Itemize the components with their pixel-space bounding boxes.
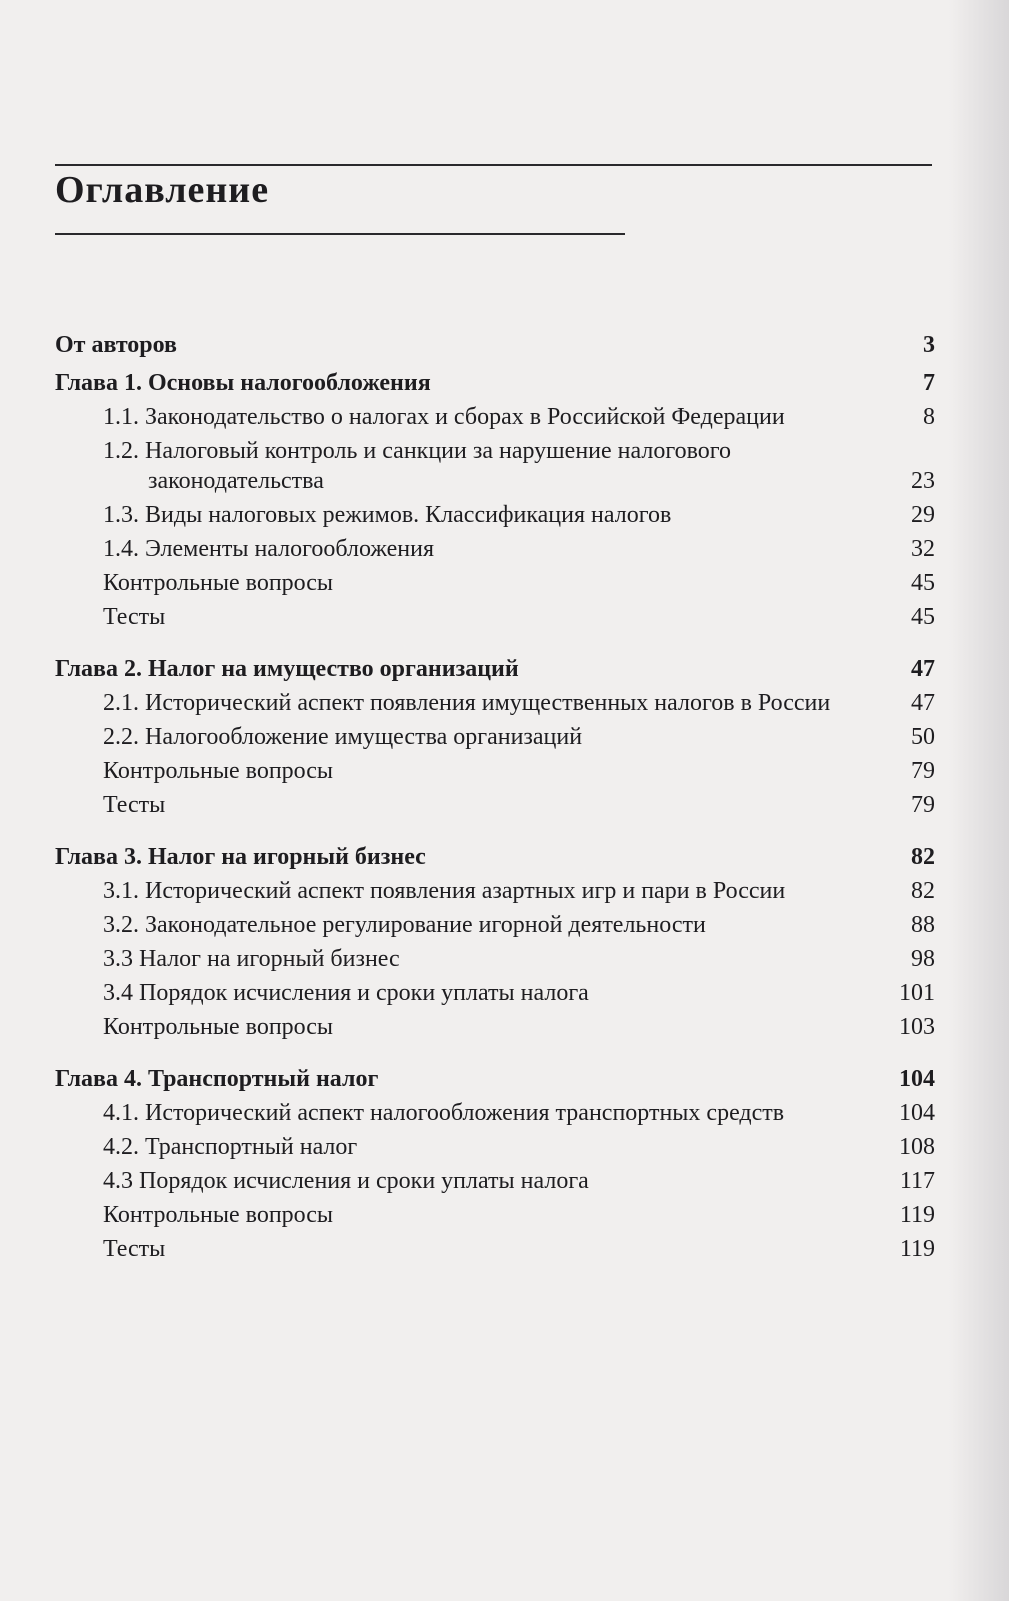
toc-tests-2[interactable]	[55, 790, 935, 820]
toc-entry-page: 45	[911, 570, 935, 596]
toc-chapter-3[interactable]	[55, 842, 935, 872]
toc-entry-page: 119	[899, 1236, 935, 1262]
toc-entry-page: 119	[899, 1202, 935, 1228]
toc-entry-page: 88	[911, 912, 935, 938]
toc-entry-label: 3.4 Порядок исчисления и сроки уплаты налога	[103, 980, 589, 1006]
toc-entry-page: 104	[899, 1100, 935, 1126]
toc-section-1-1[interactable]	[55, 402, 935, 432]
toc-entry-label: 3.2. Законодательное регулирование игорной деятельности	[103, 912, 706, 938]
toc-entry-page: 79	[911, 758, 935, 784]
toc-entry-page: 29	[911, 502, 935, 528]
title-rule-top	[55, 164, 932, 166]
toc-entry-label: Контрольные вопросы	[103, 1202, 334, 1228]
toc-entry-label: 4.3 Порядок исчисления и сроки уплаты налога	[103, 1168, 589, 1194]
toc-entry-page: 50	[911, 724, 935, 750]
toc-section-1-2[interactable]	[55, 436, 935, 496]
page-title: Оглавление	[55, 169, 270, 211]
toc-section-3-2[interactable]	[55, 910, 935, 940]
toc-entry-label: Глава 3. Налог на игорный бизнес	[55, 844, 426, 870]
page-edge-shadow	[949, 0, 1009, 1601]
toc-entry-label: 1.2. Налоговый контроль и санкции за нарушение налогового законодательства	[103, 438, 731, 494]
toc-entry-label: 1.1. Законодательство о налогах и сборах в Российской Федерации	[103, 404, 785, 430]
toc-entry-page: 108	[899, 1134, 935, 1160]
toc-section-3-4[interactable]	[55, 978, 935, 1008]
toc-section-4-2[interactable]	[55, 1132, 935, 1162]
toc-entry-page: 7	[923, 370, 935, 396]
toc-entry-page: 117	[899, 1168, 935, 1194]
toc-entry-label: 1.3. Виды налоговых режимов. Классификация налогов	[103, 502, 672, 528]
toc-section-1-4[interactable]	[55, 534, 935, 564]
toc-entry-page: 47	[911, 656, 935, 682]
toc-entry-label: Глава 4. Транспортный налог	[55, 1066, 379, 1092]
title-rule-bottom	[55, 233, 625, 235]
toc-entry-label: 4.1. Исторический аспект налогообложения транспортных средств	[103, 1100, 785, 1126]
toc-entry-label: Тесты	[103, 604, 166, 630]
toc-entry-page: 82	[911, 844, 935, 870]
toc-section-4-1[interactable]	[55, 1098, 935, 1128]
toc-entry-label: От авторов	[55, 332, 178, 358]
toc-chapter-4[interactable]	[55, 1064, 935, 1094]
toc-questions-4[interactable]	[55, 1200, 935, 1230]
toc-entry-page: 47	[911, 690, 935, 716]
toc-tests-4[interactable]	[55, 1234, 935, 1264]
toc-entry-label: 2.1. Исторический аспект появления имущественных налогов в России	[103, 690, 831, 716]
toc-entry-label: Тесты	[103, 792, 166, 818]
toc-entry-label: Глава 2. Налог на имущество организаций	[55, 656, 519, 682]
toc-entry-label: Тесты	[103, 1236, 166, 1262]
toc-entry-page: 79	[911, 792, 935, 818]
toc-section-3-3[interactable]	[55, 944, 935, 974]
toc-chapter-2[interactable]	[55, 654, 935, 684]
toc-entry-label: Глава 1. Основы налогообложения	[55, 370, 431, 396]
toc-entry-label: 3.1. Исторический аспект появления азартных игр и пари в России	[103, 878, 786, 904]
toc-section-3-1[interactable]	[55, 876, 935, 906]
toc-section-2-1[interactable]	[55, 688, 935, 718]
toc-entry-page: 3	[923, 332, 935, 358]
toc-entry-label: 4.2. Транспортный налог	[103, 1134, 358, 1160]
toc-entry-preface[interactable]	[55, 330, 935, 360]
toc-section-1-3[interactable]	[55, 500, 935, 530]
toc-entry-page: 8	[923, 404, 935, 430]
toc-entry-label: Контрольные вопросы	[103, 1014, 334, 1040]
toc-entry-page: 104	[899, 1066, 935, 1092]
toc-entry-label: 1.4. Элементы налогообложения	[103, 536, 435, 562]
toc-entry-page: 98	[911, 946, 935, 972]
toc-entry-page: 101	[899, 980, 935, 1006]
toc-questions-2[interactable]	[55, 756, 935, 786]
toc-questions-1[interactable]	[55, 568, 935, 598]
table-of-contents	[55, 330, 935, 1264]
toc-entry-label: 3.3 Налог на игорный бизнес	[103, 946, 400, 972]
toc-entry-label: Контрольные вопросы	[103, 758, 334, 784]
toc-questions-3[interactable]	[55, 1012, 935, 1042]
toc-tests-1[interactable]	[55, 602, 935, 632]
toc-section-2-2[interactable]	[55, 722, 935, 752]
toc-entry-page: 23	[911, 468, 935, 494]
toc-section-4-3[interactable]	[55, 1166, 935, 1196]
toc-chapter-1[interactable]	[55, 368, 935, 398]
toc-entry-label: Контрольные вопросы	[103, 570, 334, 596]
toc-entry-label: 2.2. Налогообложение имущества организаций	[103, 724, 583, 750]
toc-entry-page: 82	[911, 878, 935, 904]
toc-entry-page: 45	[911, 604, 935, 630]
toc-entry-page: 32	[911, 536, 935, 562]
toc-entry-page: 103	[899, 1014, 935, 1040]
